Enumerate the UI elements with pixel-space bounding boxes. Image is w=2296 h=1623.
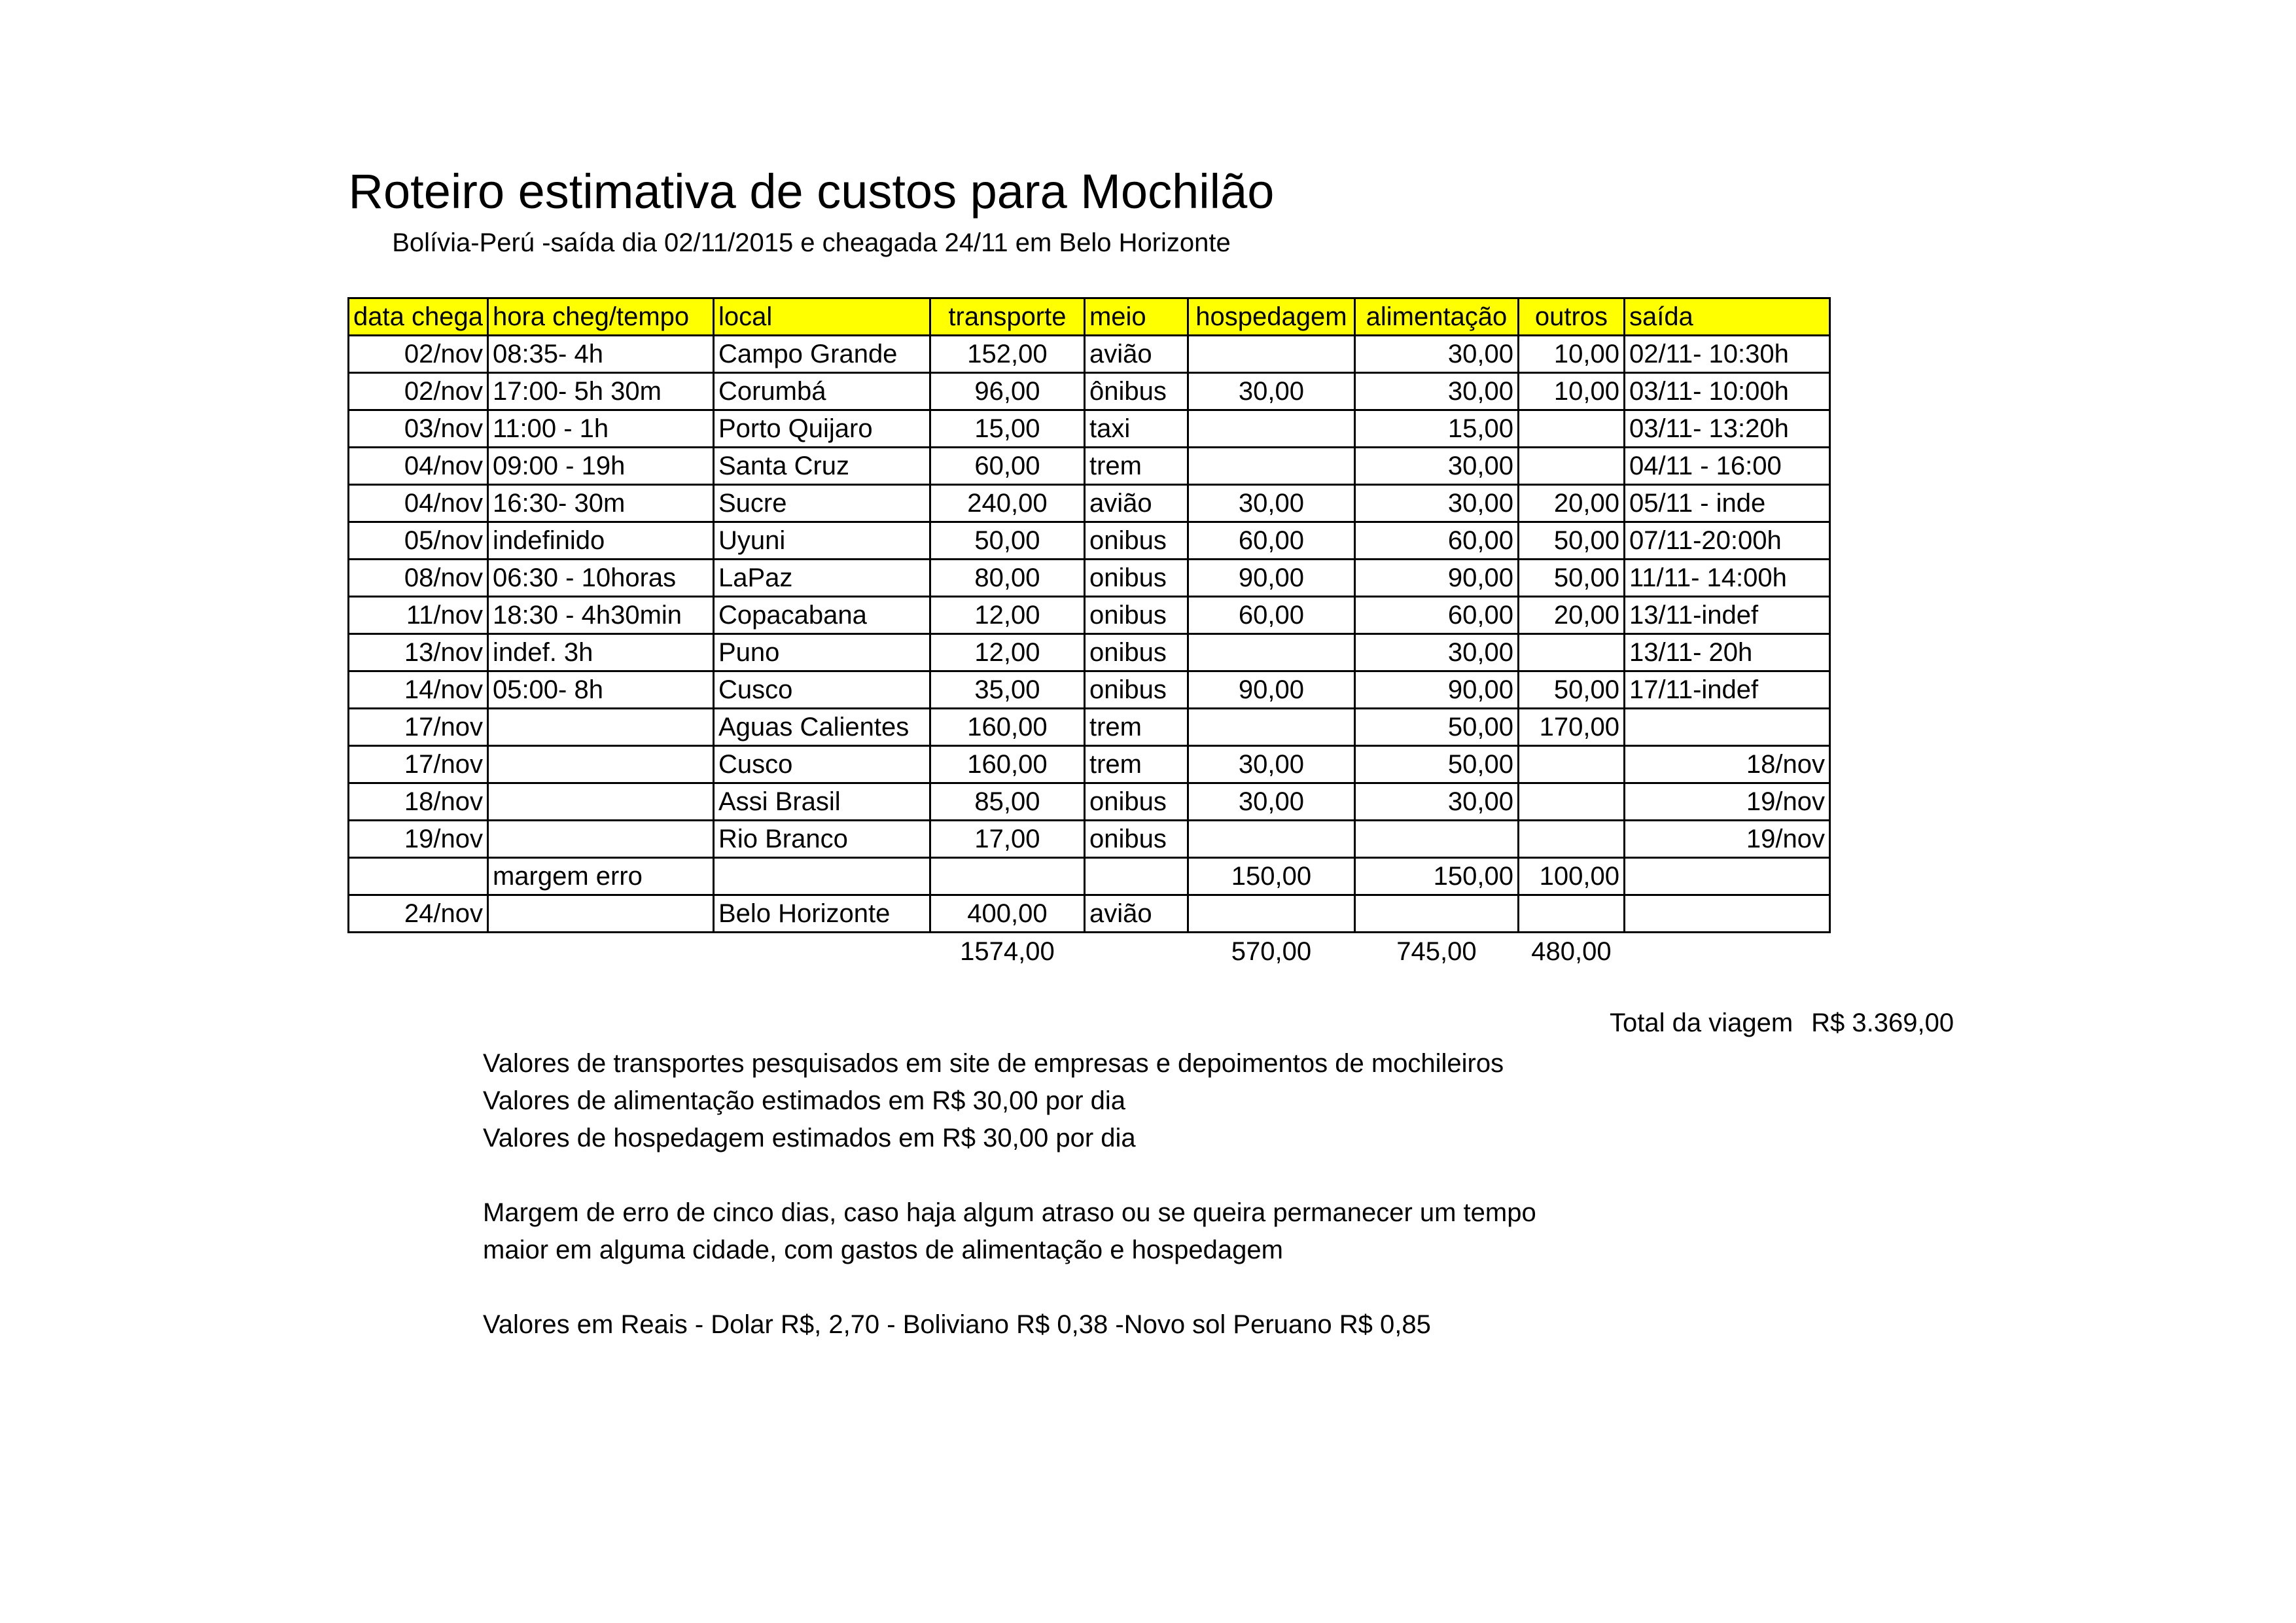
cell-local: Santa Cruz [713,448,930,485]
cell-hora-cheg [487,709,713,746]
cell-hospedagem [1188,448,1354,485]
cell-hospedagem: 30,00 [1188,746,1354,783]
cell-alimentacao [1354,895,1518,933]
cell-hora-cheg: 11:00 - 1h [487,410,713,448]
cell-alimentacao [1354,821,1518,858]
cell-hora-cheg: indefinido [487,522,713,560]
table-row [349,746,1830,783]
header-cell: alimentação [1354,298,1518,336]
cell-hospedagem: 150,00 [1188,858,1354,895]
cell-hora-cheg: indef. 3h [487,634,713,671]
cell-alimentacao: 15,00 [1354,410,1518,448]
cell-hospedagem [1188,821,1354,858]
cell-outros: 170,00 [1518,709,1624,746]
cell-alimentacao: 30,00 [1354,634,1518,671]
note-line: maior em alguma cidade, com gastos de alimentação e hospedagem [483,1236,1283,1264]
cell-alimentacao: 150,00 [1354,858,1518,895]
cell-local: Aguas Calientes [713,709,930,746]
cell-data-chega: 08/nov [349,560,488,597]
cell-data-chega: 18/nov [349,783,488,821]
table-row [349,821,1830,858]
cell-data-chega: 04/nov [349,485,488,522]
cell-outros [1518,634,1624,671]
cell-outros [1518,410,1624,448]
table-row [349,634,1830,671]
cell-saida: 13/11-indef [1624,597,1829,634]
cell-meio: avião [1084,485,1188,522]
table-row [349,709,1830,746]
table-row [349,522,1830,560]
cell-outros: 100,00 [1518,858,1624,895]
note-line: Valores em Reais - Dolar R$, 2,70 - Boliviano R$ 0,38 -Novo sol Peruano R$ 0,85 [483,1310,1431,1339]
table-row [349,597,1830,634]
cell-transporte: 12,00 [930,634,1084,671]
cell-outros: 50,00 [1518,671,1624,709]
cell-saida [1624,709,1829,746]
cell-transporte: 15,00 [930,410,1084,448]
cell-alimentacao: 30,00 [1354,336,1518,373]
cell-data-chega: 17/nov [349,746,488,783]
cell-data-chega: 24/nov [349,895,488,933]
cell-outros [1518,746,1624,783]
cell-saida: 02/11- 10:30h [1624,336,1829,373]
table-row [349,858,1830,895]
cell-data-chega: 17/nov [349,709,488,746]
cell-transporte: 96,00 [930,373,1084,410]
table-row [349,560,1830,597]
table-row [349,485,1830,522]
cell-hospedagem: 30,00 [1188,373,1354,410]
cell-transporte: 400,00 [930,895,1084,933]
cell-meio: onibus [1084,560,1188,597]
cell-local: LaPaz [713,560,930,597]
cell-hora-cheg [487,746,713,783]
note-line: Valores de transportes pesquisados em site de empresas e depoimentos de mochileiros [483,1049,1504,1078]
cell-outros: 50,00 [1518,522,1624,560]
cell-local: Campo Grande [713,336,930,373]
cell-transporte: 60,00 [930,448,1084,485]
cell-transporte [930,858,1084,895]
cell-hospedagem: 30,00 [1188,783,1354,821]
note-line: Margem de erro de cinco dias, caso haja algum atraso ou se queira permanecer um tempo [483,1198,1536,1227]
cell-local: Rio Branco [713,821,930,858]
cost-table [347,297,1831,970]
cell-hora-cheg [487,821,713,858]
table-row [349,373,1830,410]
cell-meio: onibus [1084,821,1188,858]
cell-saida: 11/11- 14:00h [1624,560,1829,597]
cell-hospedagem: 90,00 [1188,560,1354,597]
cell-data-chega: 02/nov [349,373,488,410]
cell-hospedagem: 30,00 [1188,485,1354,522]
cell-meio: avião [1084,895,1188,933]
cell-data-chega: 13/nov [349,634,488,671]
cell-saida: 19/nov [1624,821,1829,858]
cell-alimentacao: 30,00 [1354,783,1518,821]
header-cell: saída [1624,298,1829,336]
cell-hora-cheg: 17:00- 5h 30m [487,373,713,410]
cell-local: Puno [713,634,930,671]
cell-hora-cheg: 05:00- 8h [487,671,713,709]
cell-local: Uyuni [713,522,930,560]
cell-transporte: 17,00 [930,821,1084,858]
cell-transporte: 160,00 [930,709,1084,746]
header-cell: outros [1518,298,1624,336]
note-line: Valores de alimentação estimados em R$ 30,00 por dia [483,1086,1126,1115]
cell-data-chega: 14/nov [349,671,488,709]
cell-data-chega: 05/nov [349,522,488,560]
cell-alimentacao: 90,00 [1354,671,1518,709]
cell-hora-cheg: 08:35- 4h [487,336,713,373]
table-row [349,410,1830,448]
cell-local: Copacabana [713,597,930,634]
cell-meio [1084,858,1188,895]
table-row [349,671,1830,709]
table-body [349,336,1830,933]
cell-data-chega: 04/nov [349,448,488,485]
cell-data-chega [349,858,488,895]
cell-hora-cheg: 09:00 - 19h [487,448,713,485]
trip-total-label: Total da viagem [1610,1008,1793,1037]
total-alimentacao: 745,00 [1396,936,1477,966]
header-cell: hospedagem [1188,298,1354,336]
header-cell: meio [1084,298,1188,336]
trip-total [1610,1007,1954,1039]
page-title: Roteiro estimativa de custos para Mochilão [348,164,1275,219]
totals-row [349,933,1830,970]
cell-outros: 20,00 [1518,485,1624,522]
cell-meio: onibus [1084,634,1188,671]
cell-outros: 10,00 [1518,336,1624,373]
cell-hora-cheg: 18:30 - 4h30min [487,597,713,634]
cell-outros: 10,00 [1518,373,1624,410]
cell-hora-cheg: 16:30- 30m [487,485,713,522]
note-line: Valores de hospedagem estimados em R$ 30,00 por dia [483,1124,1136,1152]
cell-hospedagem [1188,336,1354,373]
note-line [483,1157,1536,1194]
table-row [349,895,1830,933]
cell-hospedagem [1188,410,1354,448]
table-row [349,448,1830,485]
cell-transporte: 35,00 [930,671,1084,709]
cell-hora-cheg: margem erro [487,858,713,895]
cell-outros [1518,448,1624,485]
cell-local [713,858,930,895]
cell-alimentacao: 90,00 [1354,560,1518,597]
cell-meio: onibus [1084,671,1188,709]
header-cell: hora cheg/tempo [487,298,713,336]
header-row [349,298,1830,336]
table-row [349,336,1830,373]
cell-saida: 05/11 - inde [1624,485,1829,522]
cell-alimentacao: 50,00 [1354,746,1518,783]
cell-data-chega: 02/nov [349,336,488,373]
cell-saida: 03/11- 13:20h [1624,410,1829,448]
page-subtitle: Bolívia-Perú -saída dia 02/11/2015 e cheagada 24/11 em Belo Horizonte [392,228,1231,257]
cell-meio: ônibus [1084,373,1188,410]
total-transporte: 1574,00 [960,936,1055,966]
cell-saida: 18/nov [1624,746,1829,783]
cell-meio: trem [1084,448,1188,485]
cell-local: Assi Brasil [713,783,930,821]
cell-hospedagem: 60,00 [1188,597,1354,634]
cell-meio: taxi [1084,410,1188,448]
header-cell: local [713,298,930,336]
cell-transporte: 85,00 [930,783,1084,821]
cell-meio: onibus [1084,522,1188,560]
cell-local: Porto Quijaro [713,410,930,448]
cell-alimentacao: 30,00 [1354,485,1518,522]
cell-hospedagem [1188,709,1354,746]
cell-meio: trem [1084,746,1188,783]
cell-local: Belo Horizonte [713,895,930,933]
cell-local: Corumbá [713,373,930,410]
cell-hora-cheg: 06:30 - 10horas [487,560,713,597]
header-cell: transporte [930,298,1084,336]
cell-transporte: 12,00 [930,597,1084,634]
cell-saida [1624,895,1829,933]
total-hospedagem: 570,00 [1231,936,1312,966]
cell-outros: 50,00 [1518,560,1624,597]
cell-meio: trem [1084,709,1188,746]
cell-alimentacao: 60,00 [1354,597,1518,634]
cell-hospedagem [1188,895,1354,933]
notes [483,1045,1536,1344]
cell-hora-cheg [487,783,713,821]
cell-meio: avião [1084,336,1188,373]
cell-meio: onibus [1084,597,1188,634]
cell-hospedagem [1188,634,1354,671]
cell-alimentacao: 30,00 [1354,448,1518,485]
cell-outros: 20,00 [1518,597,1624,634]
cell-saida: 07/11-20:00h [1624,522,1829,560]
header-cell: data chega [349,298,488,336]
total-outros: 480,00 [1531,936,1612,966]
cell-hora-cheg [487,895,713,933]
cell-transporte: 80,00 [930,560,1084,597]
cell-local: Sucre [713,485,930,522]
cell-data-chega: 19/nov [349,821,488,858]
cell-data-chega: 03/nov [349,410,488,448]
cell-transporte: 160,00 [930,746,1084,783]
cell-saida: 13/11- 20h [1624,634,1829,671]
cell-transporte: 50,00 [930,522,1084,560]
cell-outros [1518,821,1624,858]
table-row [349,783,1830,821]
cell-saida: 03/11- 10:00h [1624,373,1829,410]
cell-saida: 04/11 - 16:00 [1624,448,1829,485]
cell-transporte: 240,00 [930,485,1084,522]
cell-hospedagem: 60,00 [1188,522,1354,560]
cell-hospedagem: 90,00 [1188,671,1354,709]
cell-meio: onibus [1084,783,1188,821]
cell-alimentacao: 30,00 [1354,373,1518,410]
cell-outros [1518,783,1624,821]
cell-alimentacao: 50,00 [1354,709,1518,746]
cell-data-chega: 11/nov [349,597,488,634]
cell-saida: 19/nov [1624,783,1829,821]
cell-local: Cusco [713,746,930,783]
trip-total-value: R$ 3.369,00 [1811,1008,1954,1037]
note-line [483,1269,1536,1306]
cell-local: Cusco [713,671,930,709]
cell-saida [1624,858,1829,895]
cell-transporte: 152,00 [930,336,1084,373]
cell-alimentacao: 60,00 [1354,522,1518,560]
cell-saida: 17/11-indef [1624,671,1829,709]
cell-outros [1518,895,1624,933]
